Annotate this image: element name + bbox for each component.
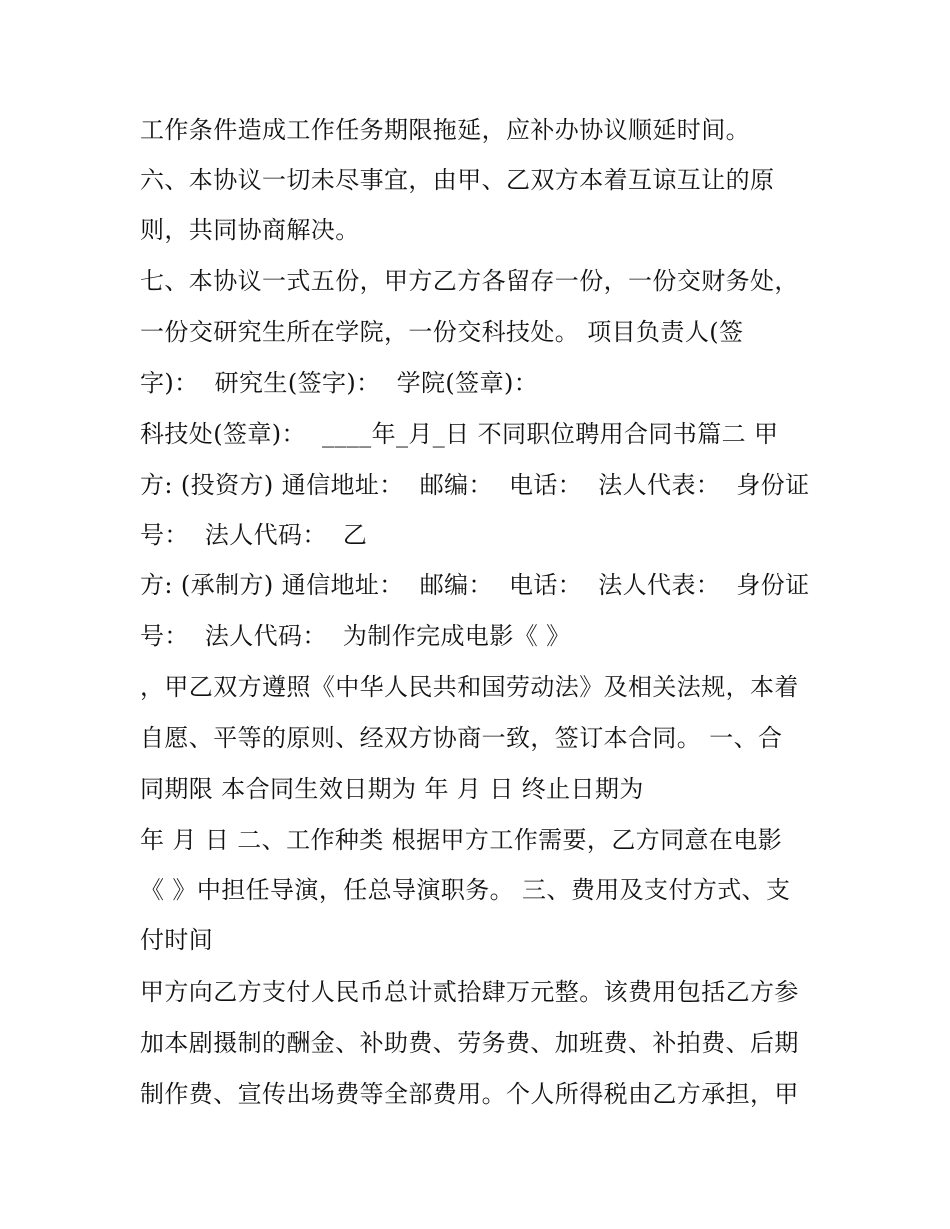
text-line: 工作条件造成工作任务期限拖延，应补办协议顺延时间。 bbox=[140, 116, 750, 144]
text-line: 科技处(签章)： ____年_月_日 不同职位聘用合同书篇二 甲 bbox=[140, 420, 779, 448]
text-line: 七、本协议一式五份，甲方乙方各留存一份，一份交财务处， bbox=[140, 267, 799, 295]
text-line: 号： 法人代码： 乙 bbox=[140, 521, 368, 549]
text-line: 六、本协议一切未尽事宜，由甲、乙双方本着互谅互让的原 bbox=[140, 166, 775, 194]
text-line: 付时间 bbox=[140, 926, 214, 954]
text-line: 字)： 研究生(签字)： 学院(签章)： bbox=[140, 369, 539, 397]
text-line: 方: (投资方) 通信地址： 邮编： 电话： 法人代表： 身份证 bbox=[140, 471, 810, 499]
text-line: 一份交研究生所在学院，一份交科技处。 项目负责人(签 bbox=[140, 318, 744, 346]
text-line: 方: (承制方) 通信地址： 邮编： 电话： 法人代表： 身份证 bbox=[140, 571, 810, 599]
text-line: 年 月 日 二、工作种类 根据甲方工作需要，乙方同意在电影 bbox=[140, 826, 783, 854]
text-line: 《 》中担任导演，任总导演职务。 三、费用及支付方式、支 bbox=[140, 876, 791, 904]
text-line: 甲方向乙方支付人民币总计贰拾肆万元整。该费用包括乙方参 bbox=[140, 978, 799, 1006]
text-line: 同期限 本合同生效日期为 年 月 日 终止日期为 bbox=[140, 775, 644, 803]
text-line: 制作费、宣传出场费等全部费用。个人所得税由乙方承担，甲 bbox=[140, 1080, 799, 1108]
text-line: 则，共同协商解决。 bbox=[140, 216, 360, 244]
text-line: 加本剧摄制的酬金、补助费、劳务费、加班费、补拍费、后期 bbox=[140, 1029, 799, 1057]
text-line: 号： 法人代码： 为制作完成电影《 》 bbox=[140, 622, 571, 650]
text-line: ，甲乙双方遵照《中华人民共和国劳动法》及相关法规，本着 bbox=[140, 673, 799, 701]
text-line: 自愿、平等的原则、经双方协商一致，签订本合同。 一、合 bbox=[140, 724, 783, 752]
